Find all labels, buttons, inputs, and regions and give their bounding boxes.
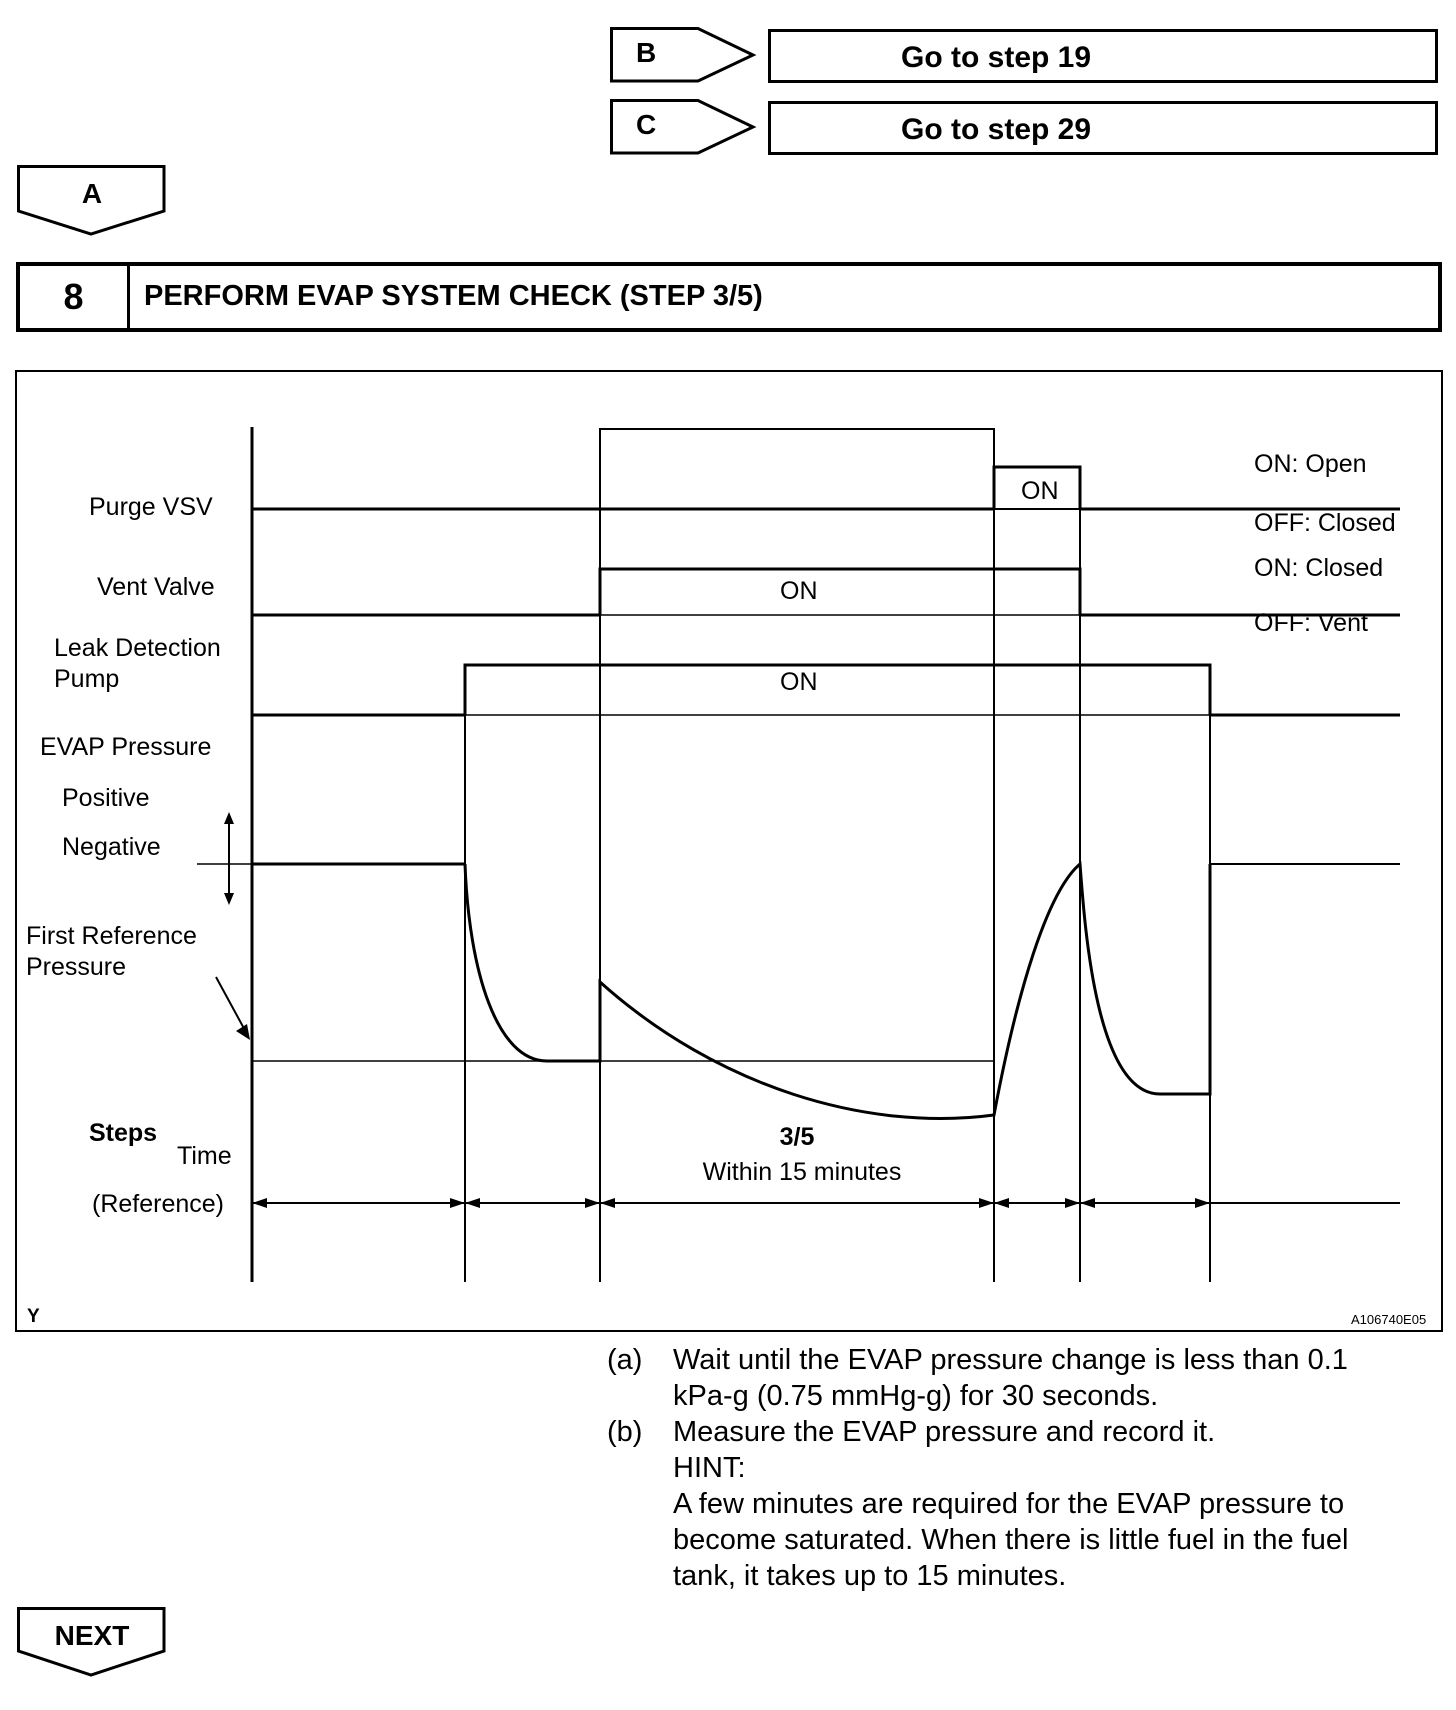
hint-line: tank, it takes up to 15 minutes. [673, 1560, 1067, 1592]
time-arrowhead [979, 1198, 994, 1208]
go-to-step-29-link[interactable] [768, 101, 1438, 155]
vent-valve-on-pulse [600, 569, 1080, 615]
figure-code: A106740E05 [1351, 1312, 1427, 1327]
first-reference-label-line1: First Reference [26, 922, 197, 950]
positive-label: Positive [62, 784, 150, 812]
steps-label: Steps [89, 1119, 158, 1147]
instruction-text [673, 1414, 1413, 1594]
result-a-label: A [81, 178, 103, 209]
branch-target-label: Go to step 19 [901, 41, 1092, 74]
vent-off-legend: OFF: Vent [1254, 609, 1368, 637]
purge-on-legend: ON: Open [1254, 450, 1367, 478]
branch-arrow-c [610, 99, 760, 159]
pump-on-pulse [465, 665, 1210, 715]
instruction-marker: (b) [607, 1416, 643, 1448]
vent-on-state: ON [780, 577, 818, 605]
branch-target-label: Go to step 29 [901, 113, 1092, 146]
leak-pump-label-line2: Pump [54, 665, 120, 693]
vent-valve-label: Vent Valve [97, 573, 215, 601]
purge-off-legend: OFF: Closed [1254, 509, 1396, 537]
evap-pressure-label: EVAP Pressure [40, 733, 212, 761]
purge-on-state: ON [1021, 477, 1059, 505]
arrowhead-down [224, 893, 234, 905]
first-reference-pointer [216, 977, 247, 1034]
vent-on-legend: ON: Closed [1254, 554, 1384, 582]
timing-diagram-graphic [17, 372, 1445, 1334]
step-bracket [600, 429, 994, 1282]
go-to-step-19-link[interactable] [768, 29, 1438, 83]
branch-row-c [0, 99, 1456, 163]
reference-label: (Reference) [92, 1190, 224, 1218]
instruction-line: kPa-g (0.75 mmHg-g) for 30 seconds. [673, 1380, 1159, 1412]
branch-letter-b: B [636, 37, 657, 68]
time-arrowhead [585, 1198, 600, 1208]
next-tag[interactable] [17, 1607, 167, 1679]
time-arrowhead [600, 1198, 615, 1208]
negative-label: Negative [62, 833, 161, 861]
purge-vsv-label: Purge VSV [89, 493, 213, 521]
instruction-text [673, 1342, 1413, 1414]
time-arrowhead [450, 1198, 465, 1208]
time-arrowhead [1195, 1198, 1210, 1208]
branch-arrow-b [610, 27, 760, 87]
step-header [16, 262, 1442, 332]
evap-pressure-curve [465, 864, 1210, 1119]
time-label: Time [177, 1142, 232, 1170]
next-label: NEXT [54, 1620, 130, 1651]
hint-line: A few minutes are required for the EVAP pressure to [673, 1488, 1345, 1520]
time-arrowhead [994, 1198, 1009, 1208]
result-a-tag[interactable] [17, 165, 167, 237]
step-title: PERFORM EVAP SYSTEM CHECK (STEP 3/5) [144, 280, 763, 312]
instruction-marker: (a) [607, 1344, 643, 1376]
hint-heading: HINT: [673, 1452, 746, 1484]
time-arrowhead [252, 1198, 267, 1208]
step-number: 8 [20, 266, 130, 328]
first-reference-label-line2: Pressure [26, 953, 127, 981]
branch-letter-c: C [636, 109, 657, 140]
pump-on-state: ON [780, 668, 818, 696]
arrowhead-up [224, 812, 234, 824]
instruction-line: Measure the EVAP pressure and record it. [673, 1416, 1216, 1448]
instruction-line: Wait until the EVAP pressure change is less than 0.1 [673, 1344, 1348, 1376]
hint-line: become saturated. When there is little fuel in the fuel [673, 1524, 1349, 1556]
leak-pump-label-line1: Leak Detection [54, 634, 221, 662]
step-duration-label: Within 15 minutes [702, 1158, 902, 1186]
time-arrowhead [465, 1198, 480, 1208]
corner-mark: Y [27, 1306, 40, 1327]
step-3-5-label: 3/5 [779, 1123, 815, 1151]
timing-diagram [15, 370, 1443, 1332]
branch-row-b [0, 27, 1456, 91]
time-arrowhead [1065, 1198, 1080, 1208]
time-arrowhead [1080, 1198, 1095, 1208]
